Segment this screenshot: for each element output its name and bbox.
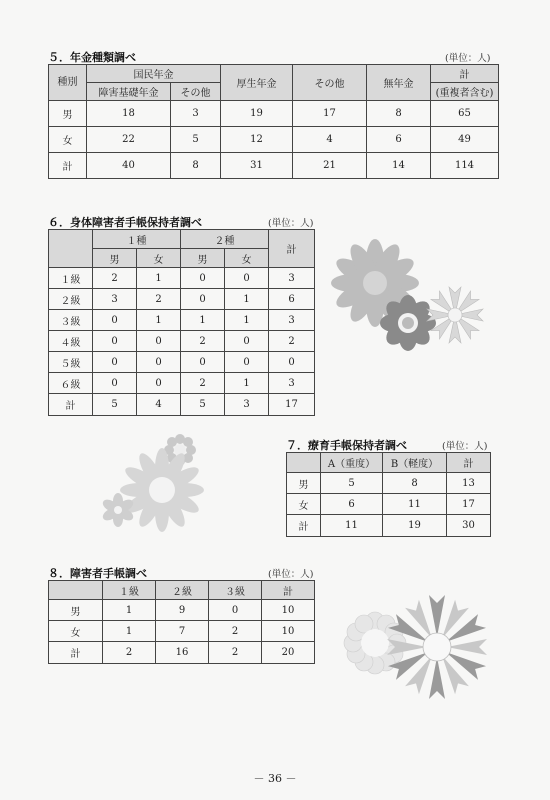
cell: 0 [137,331,181,352]
header-total: 計 [262,581,315,600]
cell: 6 [269,289,315,310]
cell: 4 [137,394,181,416]
table-row [49,153,499,179]
header-total: 計 [431,65,499,83]
cell: 1 [225,373,269,394]
header-employee-pension: 厚生年金 [221,65,293,101]
cell: 10 [262,621,315,642]
row-label: 女 [287,494,321,515]
cell: 0 [225,331,269,352]
row-label: 男 [49,101,87,127]
cell: 5 [93,394,137,416]
cell: 17 [269,394,315,416]
cell: 11 [383,494,447,515]
physical-disability-table [48,229,315,416]
header-male: 男 [181,249,225,268]
cell: 30 [447,515,491,537]
header-no-pension: 無年金 [367,65,431,101]
cell: 2 [103,642,156,664]
header-grade-2: ２級 [156,581,209,600]
cell: 12 [221,127,293,153]
flower-icon [387,595,487,699]
section-6-unit: (単位：人) [268,218,314,229]
header-grade-3: ３級 [209,581,262,600]
cell: 49 [431,127,499,153]
cell: 2 [181,373,225,394]
table-row [49,352,315,373]
cell: 2 [181,331,225,352]
table-row [49,600,315,621]
row-label: １級 [49,268,93,289]
cell: 7 [156,621,209,642]
section-8-title: ８．障害者手帳調べ [48,567,147,580]
cell: 2 [93,268,137,289]
cell: 19 [221,101,293,127]
row-label: ３級 [49,310,93,331]
cell: 65 [431,101,499,127]
cell: 19 [383,515,447,537]
header-total: 計 [269,230,315,268]
cell: 1 [225,289,269,310]
table-row [49,127,499,153]
header-type-1: １種 [93,230,181,249]
cell: 22 [87,127,171,153]
flower-icon [380,295,436,351]
header-female: 女 [137,249,181,268]
cell: 11 [321,515,383,537]
cell: 17 [447,494,491,515]
header-a-severe: A（重度） [321,453,383,473]
header-grade-1: １級 [103,581,156,600]
cell: 0 [93,331,137,352]
cell: 6 [367,127,431,153]
row-label: 計 [49,642,103,664]
header-category: 種別 [49,65,87,101]
cell: 2 [209,642,262,664]
cell: 1 [103,621,156,642]
header-national-other: その他 [171,83,221,101]
cell: 2 [269,331,315,352]
cell: 5 [181,394,225,416]
cell: 3 [93,289,137,310]
cell: 9 [156,600,209,621]
cell: 3 [269,268,315,289]
pension-type-table [48,64,499,179]
row-label: ６級 [49,373,93,394]
cell: 8 [383,473,447,494]
flower-decoration [330,225,490,365]
row-label: ５級 [49,352,93,373]
cell: 0 [93,373,137,394]
cell: 4 [293,127,367,153]
header-other: その他 [293,65,367,101]
cell: 6 [321,494,383,515]
table-row [287,515,491,537]
cell: 0 [137,373,181,394]
cell: 3 [171,101,221,127]
table-row [49,642,315,664]
cell: 3 [225,394,269,416]
section-6-title: ６．身体障害者手帳保持者調べ [48,216,202,229]
section-5-unit: (単位：人) [445,53,491,64]
row-label: 女 [49,127,87,153]
cell: 0 [137,352,181,373]
cell: 13 [447,473,491,494]
flower-icon [427,287,483,343]
cell: 1 [225,310,269,331]
cell: 0 [181,268,225,289]
cell: 2 [209,621,262,642]
section-7-unit: (単位：人) [442,441,488,452]
row-label: 計 [287,515,321,537]
row-label: 男 [49,600,103,621]
cell: 0 [93,310,137,331]
table-row [49,289,315,310]
cell: 1 [137,268,181,289]
cell: 17 [293,101,367,127]
cell: 3 [269,373,315,394]
page-number: － 36 － [253,772,297,785]
header-total: 計 [447,453,491,473]
header-type-2: ２種 [181,230,269,249]
header-total-note: (重複者含む) [431,83,499,101]
header-empty [49,581,103,600]
cell: 40 [87,153,171,179]
cell: 0 [269,352,315,373]
header-empty [49,230,93,268]
row-label: ４級 [49,331,93,352]
header-disability-basic-pension: 障害基礎年金 [87,83,171,101]
cell: 1 [181,310,225,331]
cell: 8 [367,101,431,127]
cell: 0 [181,352,225,373]
table-row [49,621,315,642]
cell: 0 [93,352,137,373]
cell: 0 [225,352,269,373]
table-row [49,373,315,394]
row-label: 計 [49,394,93,416]
table-row [287,494,491,515]
cell: 1 [137,310,181,331]
header-empty [287,453,321,473]
cell: 0 [209,600,262,621]
cell: 0 [225,268,269,289]
section-5-title: ５．年金種類調べ [48,51,136,64]
row-label: 計 [49,153,87,179]
cell: 3 [269,310,315,331]
header-b-mild: B（軽度） [383,453,447,473]
cell: 114 [431,153,499,179]
cell: 16 [156,642,209,664]
cell: 10 [262,600,315,621]
cell: 20 [262,642,315,664]
cell: 21 [293,153,367,179]
cell: 5 [171,127,221,153]
row-label: 男 [287,473,321,494]
header-national-pension: 国民年金 [87,65,221,83]
table-row [49,268,315,289]
cell: 18 [87,101,171,127]
cell: 0 [181,289,225,310]
cell: 2 [137,289,181,310]
section-8-unit: (単位：人) [268,569,314,580]
flower-decoration [335,585,505,715]
header-male: 男 [93,249,137,268]
cell: 31 [221,153,293,179]
flower-decoration [100,428,220,538]
cell: 14 [367,153,431,179]
disability-notebook-table [48,580,315,664]
header-female: 女 [225,249,269,268]
cell: 1 [103,600,156,621]
rehabilitation-notebook-table [286,452,491,537]
table-row [49,394,315,416]
table-row [49,310,315,331]
row-label: ２級 [49,289,93,310]
table-row [287,473,491,494]
row-label: 女 [49,621,103,642]
cell: 8 [171,153,221,179]
table-row [49,101,499,127]
table-row [49,331,315,352]
cell: 5 [321,473,383,494]
section-7-title: ７．療育手帳保持者調べ [286,439,407,452]
